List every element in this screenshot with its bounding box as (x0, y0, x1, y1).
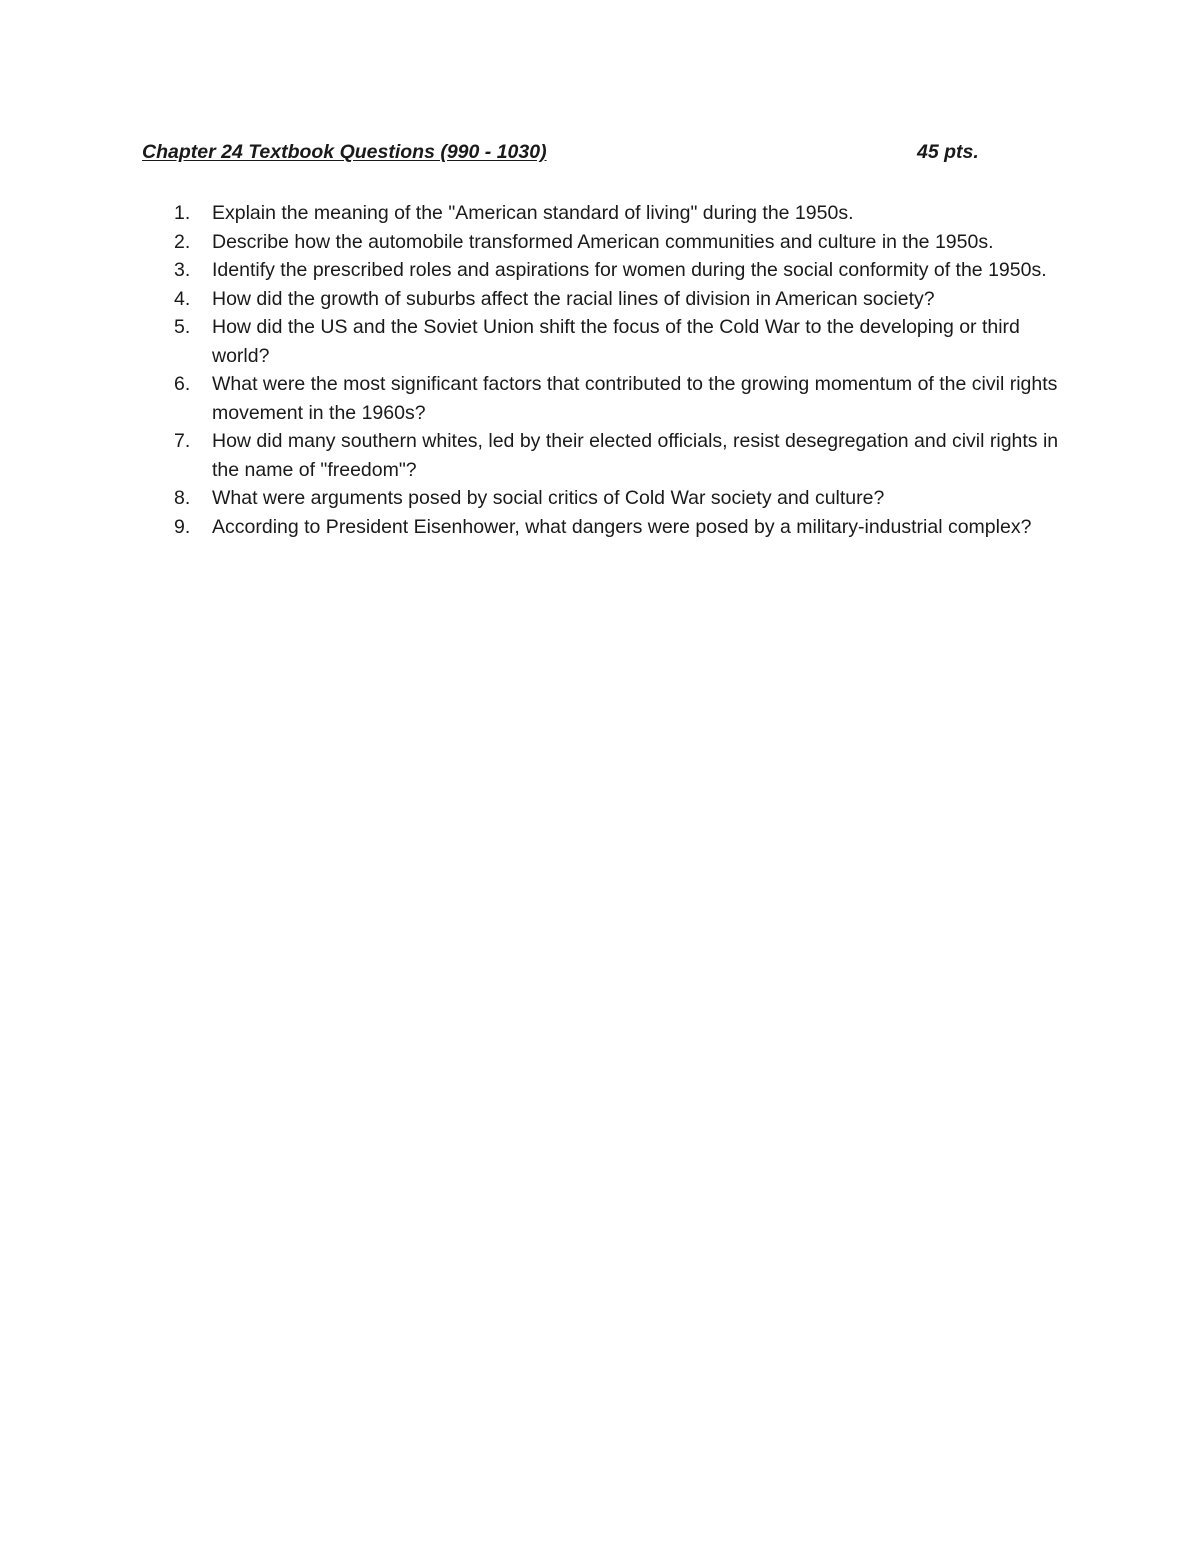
document-title: Chapter 24 Textbook Questions (990 - 1030) (142, 141, 547, 163)
question-text: What were arguments posed by social critics of Cold War society and culture? (212, 487, 885, 509)
question-text: According to President Eisenhower, what dangers were posed by a military-industrial complex? (212, 515, 1032, 538)
question-item (160, 228, 1080, 257)
question-text: Describe how the automobile transformed American communities and culture in the 1950s. (212, 230, 994, 253)
question-text: How did the US and the Soviet Union shift the focus of the Cold War to the developing or third world? (212, 316, 1020, 367)
question-text: Identify the prescribed roles and aspirations for women during the social conformity of the 1950s. (212, 259, 1047, 281)
question-text: What were the most significant factors that contributed to the growing momentum of the civil rights movement in the 1960s? (212, 373, 1058, 424)
document-header (142, 141, 992, 171)
question-item (160, 285, 1080, 314)
question-item (160, 313, 1080, 370)
question-number: 3. (174, 259, 191, 281)
question-item (160, 427, 1080, 484)
question-number: 6. (174, 373, 191, 395)
question-text: How did many southern whites, led by their elected officials, resist desegregation and civil rights in the name of "freedom"? (212, 430, 1059, 481)
question-number: 2. (174, 230, 191, 253)
question-item (160, 513, 1080, 542)
question-text: Explain the meaning of the "American standard of living" during the 1950s. (212, 202, 854, 224)
question-item (160, 199, 1080, 228)
question-number: 5. (174, 316, 191, 338)
points-value: 45 pts. (917, 141, 979, 163)
question-text: How did the growth of suburbs affect the racial lines of division in American society? (212, 287, 935, 310)
question-item (160, 370, 1080, 427)
question-list (160, 199, 1080, 541)
question-number: 8. (174, 487, 191, 509)
question-number: 7. (174, 430, 191, 452)
question-item (160, 256, 1080, 285)
question-number: 1. (174, 202, 191, 224)
question-item (160, 484, 1080, 513)
question-number: 4. (174, 287, 191, 310)
question-number: 9. (174, 515, 191, 538)
